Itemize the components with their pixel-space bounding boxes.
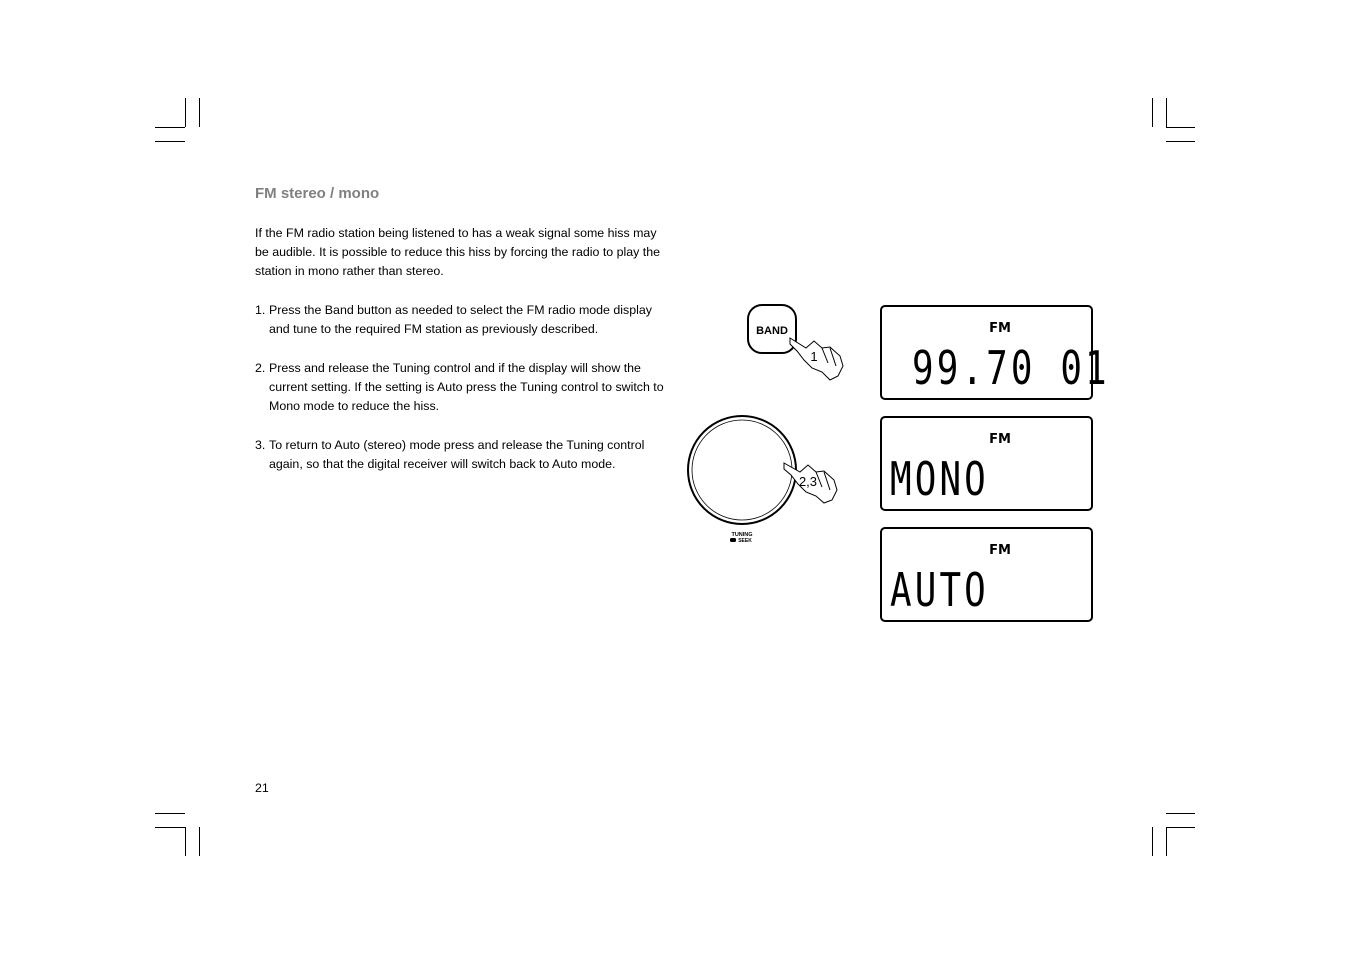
step-number: 2.	[255, 361, 266, 375]
page-number: 21	[255, 781, 269, 795]
step-text: Press the Band button as needed to select the FM radio mode display and tune to the required FM station as previously described.	[269, 303, 652, 336]
step-number: 1.	[255, 303, 266, 317]
select-icon	[730, 538, 736, 542]
lcd-text: 99.70 01	[912, 341, 1110, 395]
lcd-display-mono	[880, 416, 1093, 511]
band-indicator: FM	[989, 432, 1011, 447]
lcd-text: MONO	[890, 452, 989, 506]
band-button	[748, 305, 796, 353]
band-indicator: FM	[989, 543, 1011, 558]
step-text: Press and release the Tuning control and if the display will show the current setting. If the setting is Auto press the Tuning control to switch to Mono mode to reduce the hiss.	[269, 361, 664, 413]
band-indicator: FM	[989, 321, 1011, 336]
step-text: To return to Auto (stereo) mode press and release the Tuning control again, so that the digital receiver will switch back to Auto mode.	[269, 438, 645, 471]
tuning-label: TUNING	[731, 532, 753, 538]
band-callout: 1	[810, 349, 818, 364]
tuning-knob	[688, 416, 796, 524]
step-number: 3.	[255, 438, 266, 452]
lcd-text: AUTO	[890, 563, 989, 617]
section-heading: FM stereo / mono	[255, 185, 380, 202]
band-button-label: BAND	[756, 325, 788, 337]
tuning-callout: 2,3	[798, 474, 818, 489]
seek-label: SEEK	[738, 538, 752, 544]
lcd-display-auto	[880, 527, 1093, 622]
intro-paragraph: If the FM radio station being listened to has a weak signal some hiss may be audible. It is possible to reduce this hiss by forcing the radio to play the station in mono rather than stereo.	[255, 226, 660, 278]
lcd-display-frequency	[880, 305, 1110, 400]
